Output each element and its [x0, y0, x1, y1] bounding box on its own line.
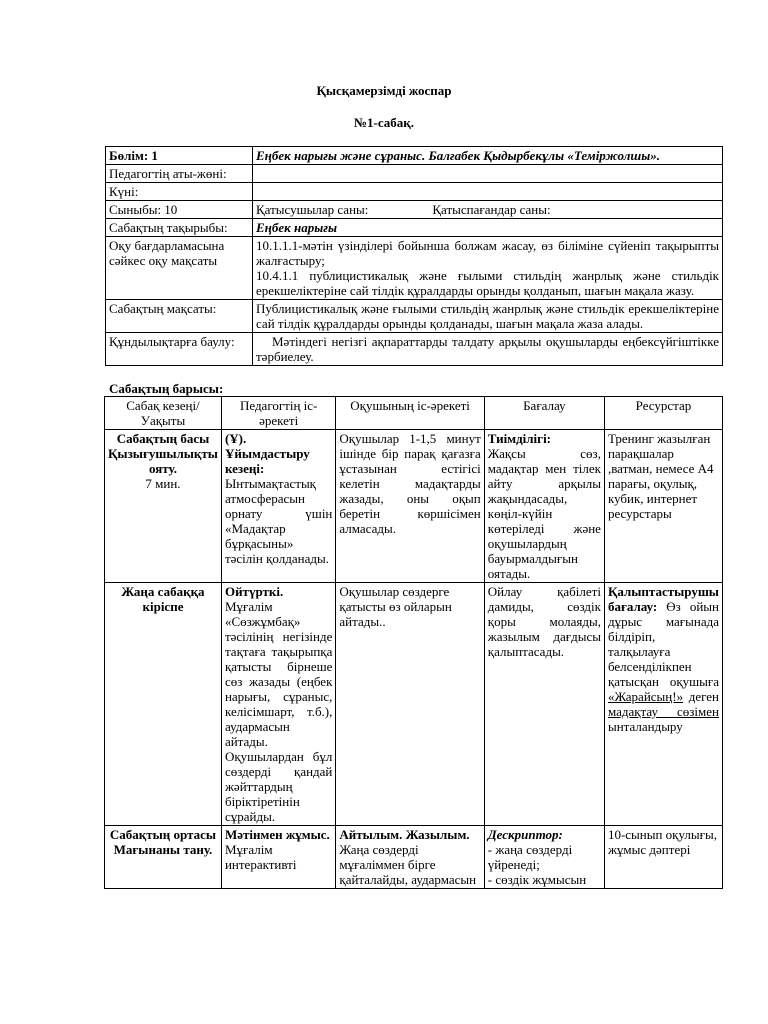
assessment-text: Жақсы сөз, мадақтар мен тілек айту арқылы жақындасады, көңіл-күйін көтеріледі және оқушылардың бауырмалдығын оятады. — [487, 446, 601, 581]
stage-cell: Сабақтың ортасы Мағынаны тану. — [105, 826, 222, 889]
student-text: Жаңа сөздерді мұғаліммен бірге қайталайды, аудармасын — [339, 842, 477, 887]
flow-row — [105, 826, 723, 889]
section-value: Еңбек нарығы және сұраныс. Балғабек Қыдырбекұлы «Теміржолшы». — [253, 147, 723, 165]
student-cell: Оқушылар 1-1,5 минут ішінде бір парақ қағазға ұстазынан естігісі келетін мадақтарды жазады, оны оқып беретін көршісімен алмасады. — [336, 430, 484, 583]
resource-text-2: деген — [688, 689, 719, 704]
goal-row — [106, 300, 723, 333]
stage-time: 7 мин. — [145, 476, 181, 491]
topic-row — [106, 219, 723, 237]
teacher-title: Мәтінмен жұмыс. — [224, 827, 330, 842]
praise-link: «Жарайсың!» — [607, 689, 684, 704]
objective-2: 10.4.1.1 публицистикалық және ғылыми стильдің жанрлық және стильдік ерекшеліктеріне сай тілдік құралдарды орынды қолданып, шағын мақала жазу. — [256, 268, 719, 298]
class-label: Сыныбы: 10 — [106, 201, 253, 219]
goal-value: Публицистикалық және ғылыми стильдің жанрлық және стильдік ерекшеліктеріне сай тілдік құралдарды орынды қолданады, шағын мақала жаза алады. — [253, 300, 723, 333]
lesson-info-table — [105, 146, 723, 366]
stage-title: Сабақтың басы Қызығушылықты ояту. — [108, 431, 218, 476]
objectives-label: Оқу бағдарламасына сәйкес оқу мақсаты — [106, 237, 253, 300]
topic-label: Сабақтың тақырыбы: — [106, 219, 253, 237]
assessment-title: Тиімділігі: — [487, 431, 552, 446]
resources-cell: 10-сынып оқулығы, жұмыс дәптері — [604, 826, 722, 889]
stage-cell — [105, 430, 222, 583]
header-teacher: Педагогтің іс-әрекеті — [221, 397, 335, 430]
values-value: Мәтіндегі негізгі ақпараттарды талдату арқылы оқушыларды еңбексүйгіштікке тәрбиелеу. — [253, 333, 723, 366]
resources-cell: Тренинг жазылған парақшалар ,ватман, немесе А4 парағы, оқулық, кубик, интернет ресурстары — [604, 430, 722, 583]
header-student: Оқушының іс-әрекеті — [336, 397, 484, 430]
flow-row — [105, 430, 723, 583]
assessment-cell: Ойлау қабілеті дамиды, сөздік қоры молаяды, жазылым дағдысы қалыптасады. — [484, 583, 604, 826]
values-label: Құндылықтарға баулу: — [106, 333, 253, 366]
teacher-cell — [221, 826, 335, 889]
header-assessment: Бағалау — [484, 397, 604, 430]
date-value — [253, 183, 723, 201]
assessment-title: Дескриптор: — [487, 827, 563, 842]
student-title: Айтылым. Жазылым. — [339, 827, 470, 842]
header-stage: Сабақ кезеңі/Уақыты — [105, 397, 222, 430]
teacher-label: Педагогтің аты-жөні: — [106, 165, 253, 183]
values-row — [106, 333, 723, 366]
flow-row — [105, 583, 723, 826]
resources-cell — [604, 583, 722, 826]
assessment-cell — [484, 826, 604, 889]
goal-label: Сабақтың мақсаты: — [106, 300, 253, 333]
teacher-cell — [221, 583, 335, 826]
teacher-text: Ынтымақтастық атмосферасын орнату үшін «Мадақтар бұрқасыны» тәсілін қолданады. — [224, 476, 333, 566]
topic-value: Еңбек нарығы — [253, 219, 723, 237]
present-label: Қатысушылар саны: — [256, 202, 369, 217]
objectives-value — [253, 237, 723, 300]
student-cell: Оқушылар сөздерге қатысты өз ойларын айтады.. — [336, 583, 484, 826]
section-row — [106, 147, 723, 165]
objective-1: 10.1.1.1-мәтін үзінділері бойынша болжам жасау, өз біліміне сүйеніп тақырыпты жалғастыру; — [256, 238, 719, 268]
date-row — [106, 183, 723, 201]
resource-text: Өз ойын дұрыс мағынада білдіріп, талқылауға белсенділікпен қатысқан оқушыға — [607, 599, 719, 689]
teacher-cell — [221, 430, 335, 583]
praise-words: мадақтау сөзімен — [607, 704, 719, 719]
teacher-text: Мұғалім интерактивті — [224, 842, 297, 872]
assessment-cell — [484, 430, 604, 583]
lesson-number: №1-сабақ. — [353, 115, 415, 130]
attendance-cell — [253, 201, 723, 219]
stage-cell: Жаңа сабаққа кіріспе — [105, 583, 222, 826]
absent-label: Қатыспағандар саны: — [432, 202, 551, 217]
assessment-text-2: - сөздік жұмысын — [487, 872, 587, 887]
objectives-row — [106, 237, 723, 300]
teacher-title: Ойтүрткі. — [224, 584, 284, 599]
teacher-text: Мұғалім «Сөзжұмбақ» тәсілінің негізінде тақтаға тақырыпқа қатысты бірнеше сөз жазады (еңбек нарығы, сұраныс, келісімшарт, т.б.), аудармасын айтады. Оқушылардан бұл сөздерді қандай жәйттардың біріктіретінін сұрайды. — [224, 599, 333, 824]
class-row — [106, 201, 723, 219]
teacher-row — [106, 165, 723, 183]
resource-text-3: ынталандыру — [607, 719, 683, 734]
date-label: Күні: — [106, 183, 253, 201]
flow-header-row — [105, 397, 723, 430]
teacher-title: (Ұ). Ұйымдастыру кезеңі: — [224, 431, 310, 476]
teacher-value — [253, 165, 723, 183]
assessment-text: - жаңа сөздерді үйренеді; — [487, 842, 573, 872]
header-resources: Ресурстар — [604, 397, 722, 430]
resource-title: Қалыптастырушы бағалау: — [607, 584, 719, 614]
section-label: Бөлім: 1 — [106, 147, 253, 165]
document-title: Қысқамерзімді жоспар — [316, 83, 452, 98]
lesson-flow-table — [104, 396, 723, 889]
student-cell — [336, 826, 484, 889]
progress-label: Сабақтың барысы: — [109, 381, 224, 396]
